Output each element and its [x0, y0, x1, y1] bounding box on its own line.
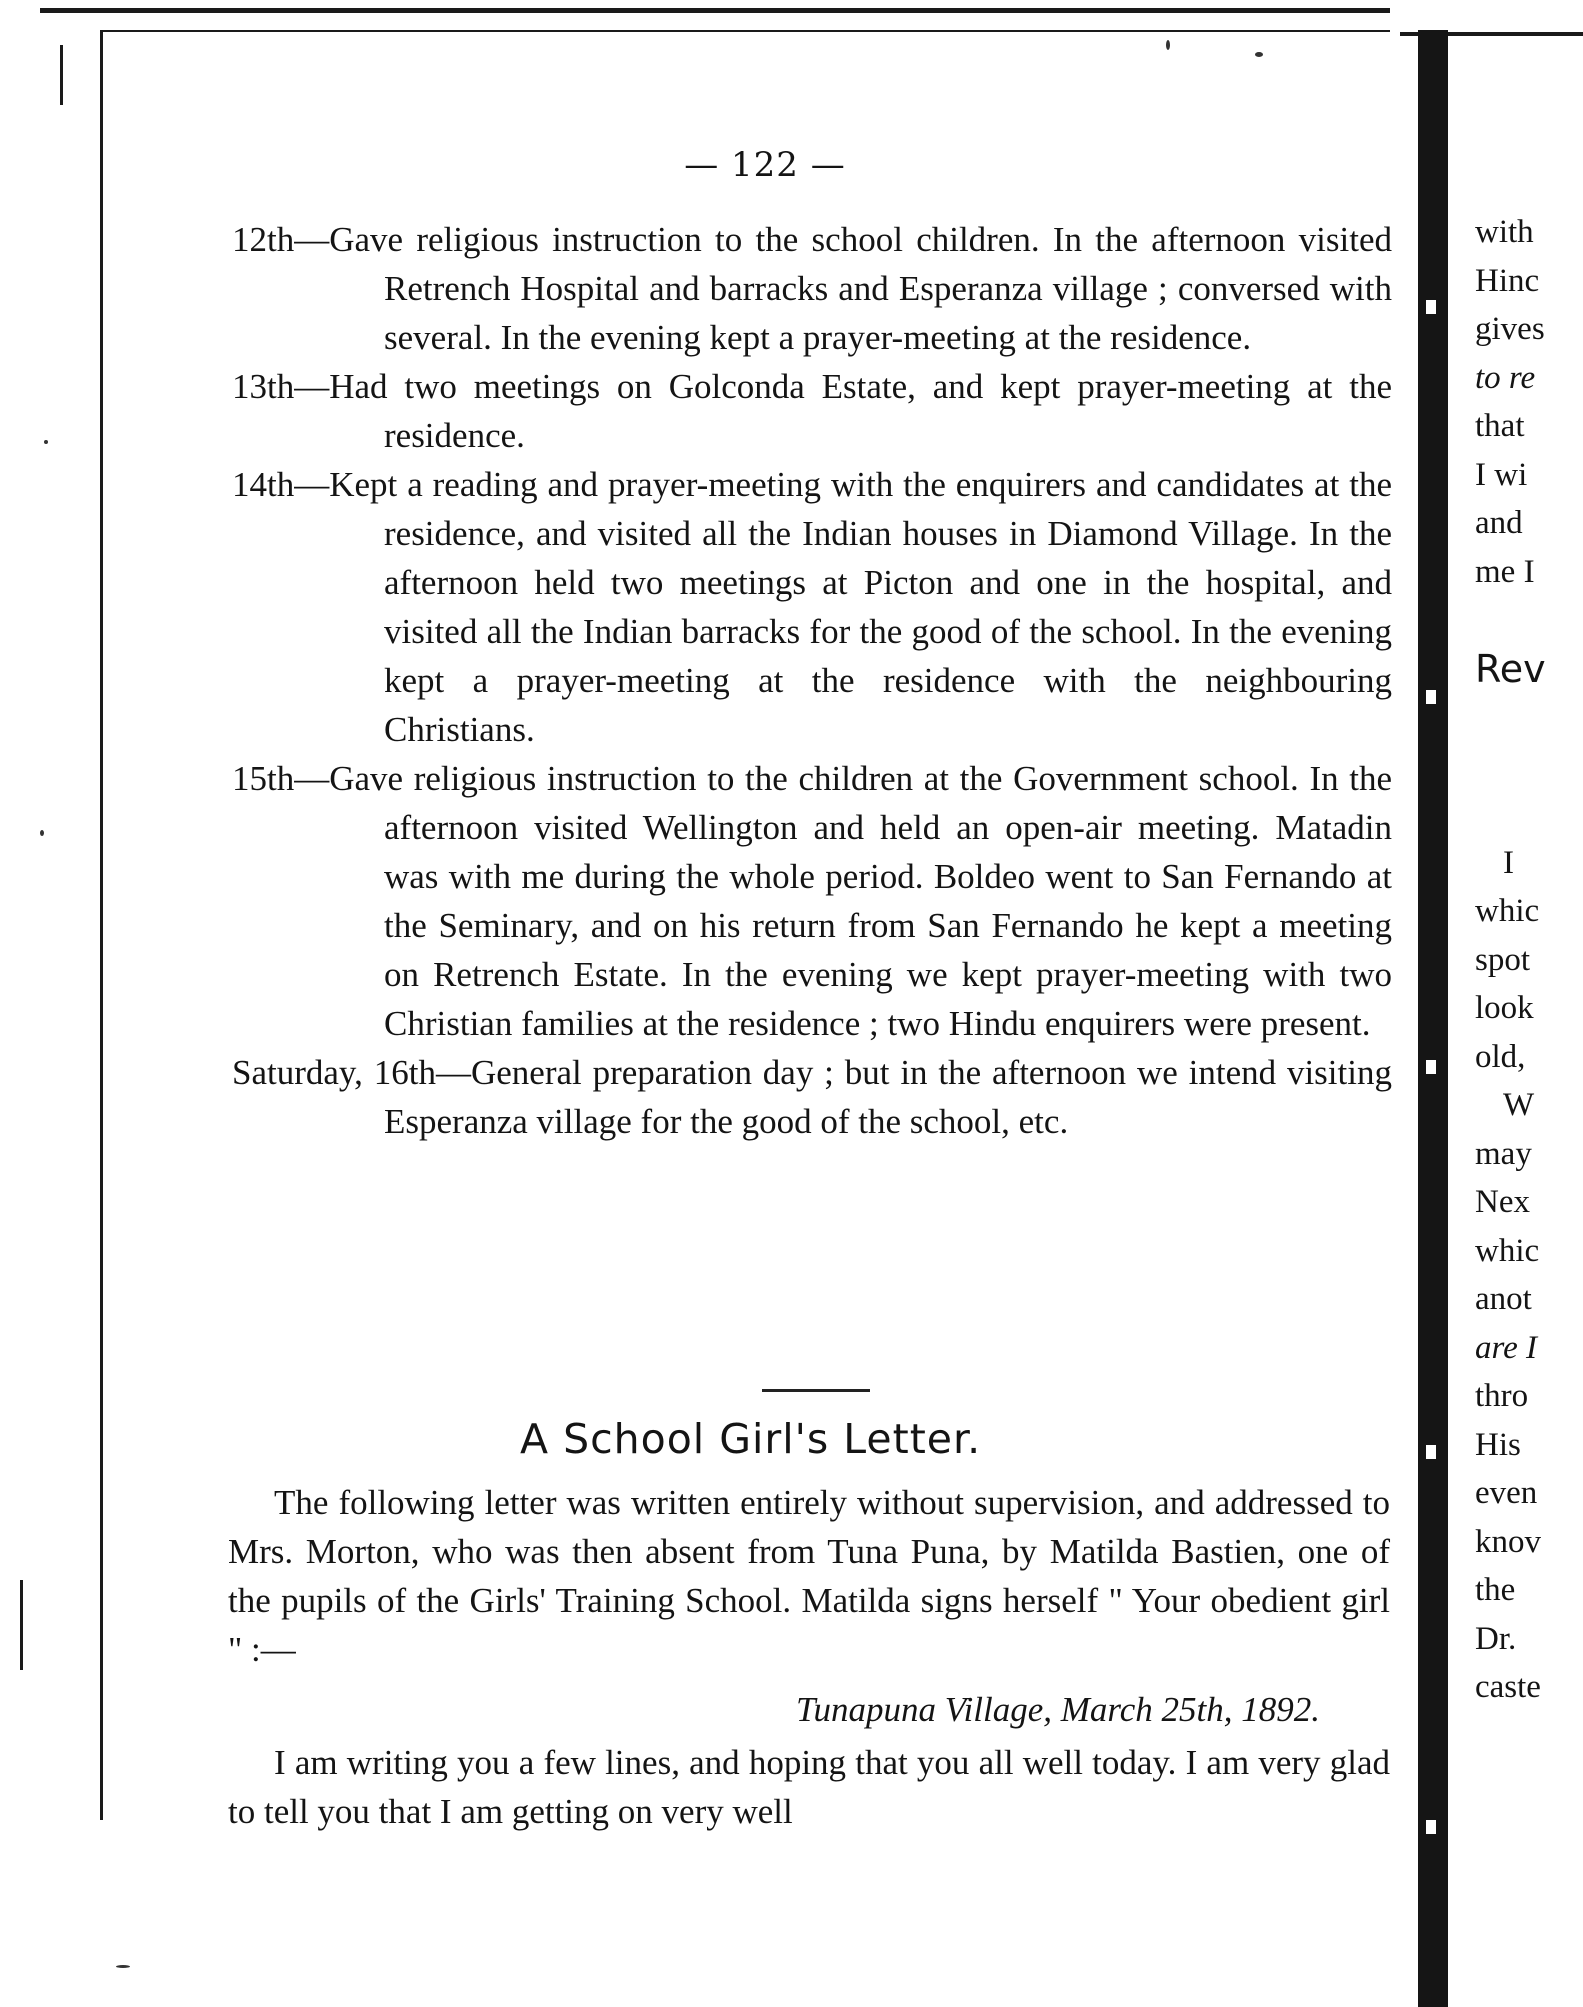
fragment-line: I wi — [1475, 456, 1528, 493]
fragment-line: with — [1475, 214, 1534, 250]
entry-date: 13th— — [232, 367, 330, 406]
entry-date: 15th— — [232, 759, 330, 798]
gutter-speck — [1426, 690, 1436, 704]
scan-left-margin-mark — [60, 45, 63, 105]
fragment-line: whic — [1475, 893, 1540, 929]
fragment-line: even — [1475, 1475, 1538, 1511]
scan-speck — [116, 1965, 130, 1968]
fragment-line: spot — [1475, 941, 1531, 978]
fragment-line: W — [1503, 1087, 1535, 1123]
article-intro: The following letter was written entirely without supervision, and addressed to Mrs. Morton, who was then absent from Tuna Puna, by Matilda Bastien, one of the pupils of the Girls' Training School. Matilda signs herself " Your obedient girl " :— — [228, 1483, 1390, 1669]
gutter-speck — [1426, 1820, 1436, 1834]
entry-date: 14th— — [232, 465, 330, 504]
adjacent-page-fragments — [1475, 208, 1583, 1712]
gutter-speck — [1426, 1445, 1436, 1459]
diary-entry — [232, 215, 1392, 362]
entry-text: Kept a reading and prayer-meeting with the enquirers and candidates at the residence, and visited all the Indian houses in Diamond Village. In the afternoon held two meetings at Picton and one in the hospital, and visited all the Indian barracks for the good of the school. In the evening kept a prayer-meeting at the residence with the neighbouring Christians. — [329, 465, 1392, 749]
fragment-line: gives — [1475, 311, 1545, 347]
fragment-line: I — [1503, 844, 1514, 881]
entry-text: Gave religious instruction to the children at the Government school. In the afternoon visited Wellington and held an open-air meeting. Matadin was with me during the whole period. Boldeo went to San Fernando at the Seminary, and on his return from San Fernando he kept a meeting on Retrench Estate. In the evening we kept prayer-meeting with two Christian families at the residence ; two Hindu enquirers were present. — [329, 759, 1392, 1043]
gutter-speck — [1426, 1060, 1436, 1074]
entry-text: General preparation day ; but in the afternoon we intend visiting Esperanza village for the good of the school, etc. — [384, 1053, 1392, 1141]
fragment-line: the — [1475, 1572, 1516, 1608]
fragment-line: Hinc — [1475, 262, 1540, 299]
scan-speck — [1255, 52, 1263, 57]
fragment-line: and — [1475, 505, 1523, 541]
article-title: A School Girl's Letter. — [520, 1415, 982, 1463]
scan-left-margin-mark — [20, 1580, 23, 1670]
fragment-line: that — [1475, 408, 1525, 444]
fragment-heading: Rev — [1475, 646, 1546, 691]
scan-top-border-inner — [100, 30, 1390, 32]
diary-entry — [232, 460, 1392, 754]
section-divider — [762, 1389, 870, 1392]
letter-dateline: Tunapuna Village, March 25th, 1892. — [795, 1690, 1320, 1729]
fragment-line: His — [1475, 1426, 1521, 1463]
fragment-line: knov — [1475, 1523, 1541, 1560]
fragment-line: Nex — [1475, 1184, 1530, 1220]
entry-text: Gave religious instruction to the school children. In the afternoon visited Retrench Hospital and barracks and Esperanza village ; conversed with several. In the evening kept a prayer-meeting at the residence. — [329, 220, 1392, 357]
scan-speck — [1166, 40, 1170, 50]
scan-speck — [40, 830, 44, 836]
fragment-line: old, — [1475, 1038, 1526, 1075]
fragment-line: are I — [1475, 1329, 1538, 1366]
fragment-line: Dr. — [1475, 1620, 1517, 1657]
fragment-line: may — [1475, 1135, 1532, 1172]
entry-date: Saturday, 16th— — [232, 1053, 471, 1092]
book-gutter-shadow — [1418, 30, 1448, 2007]
entry-date: 12th— — [232, 220, 330, 259]
fragment-line: caste — [1475, 1669, 1541, 1705]
gutter-speck — [1426, 300, 1436, 314]
page-number: — 122 — — [684, 145, 846, 185]
fragment-line: anot — [1475, 1281, 1532, 1317]
fragment-line: whic — [1475, 1232, 1540, 1269]
scan-top-border — [40, 8, 1390, 13]
fragment-line: thro — [1475, 1378, 1529, 1414]
diary-entry — [232, 754, 1392, 1048]
letter-body: I am writing you a few lines, and hoping that you all well today. I am very glad to tell you that I am getting on very well — [228, 1743, 1390, 1831]
diary-entry — [232, 362, 1392, 460]
scan-left-border — [100, 30, 103, 1820]
diary-entry — [232, 1048, 1392, 1146]
fragment-line: me I — [1475, 553, 1535, 590]
entry-text: Had two meetings on Golconda Estate, and kept prayer-meeting at the residence. — [329, 367, 1392, 455]
fragment-line: to re — [1475, 359, 1536, 396]
scan-speck — [44, 440, 48, 444]
fragment-line: look — [1475, 990, 1534, 1026]
diary-entries — [232, 215, 1392, 1146]
